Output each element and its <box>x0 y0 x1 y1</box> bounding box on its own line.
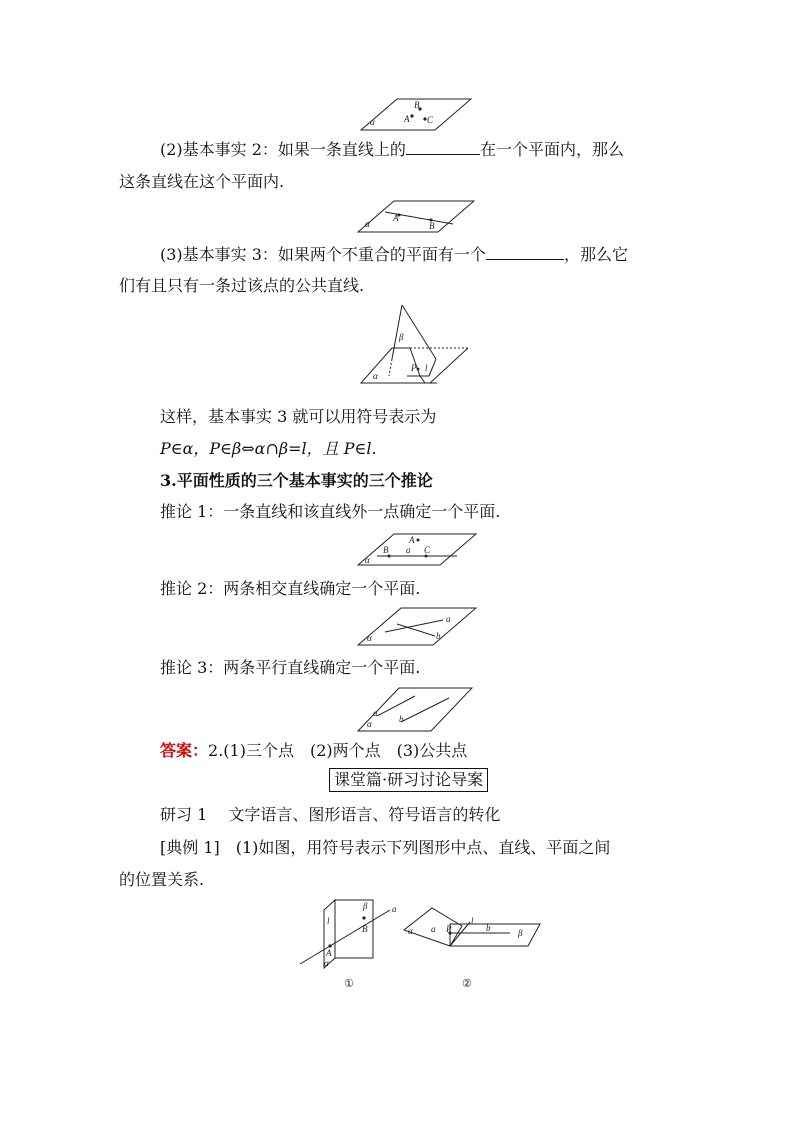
answer-label: 答案： <box>160 741 209 760</box>
fig2-label-alpha: α <box>408 926 413 936</box>
fig2-label-b: b <box>486 923 491 933</box>
fact3-text-before: (3)基本事实 3：如果两个不重合的平面有一个 <box>160 245 486 264</box>
fig2-label-beta: β <box>518 928 523 938</box>
example1-line1: [典例 1] (1)如图，用符号表示下列图形中点、直线、平面之间 <box>160 838 611 857</box>
example1-line2: 的位置关系. <box>119 870 205 889</box>
figure-plane-three-points <box>360 97 472 131</box>
plane-label-alpha: α <box>370 117 375 127</box>
fig1-label-l: l <box>327 916 330 926</box>
fig1-label-alpha: α <box>324 958 329 968</box>
corollary3-text: 推论 3：两条平行直线确定一个平面. <box>160 658 421 677</box>
plane-label-alpha: α <box>373 371 378 381</box>
fact2-line2: 这条直线在这个平面内. <box>119 172 285 191</box>
answer-line <box>160 740 467 762</box>
symbol-line2: P∈α，P∈β⇔α∩β=l，且 P∈l. <box>160 439 377 458</box>
line-label-b: b <box>399 714 404 724</box>
point-label-b: B <box>429 221 435 231</box>
caption-2: ② <box>462 978 472 990</box>
fact2-line1 <box>160 138 624 161</box>
point-label-b: B <box>414 100 420 110</box>
fact3-blank <box>486 243 564 260</box>
study1-heading: 研习 1 文字语言、图形语言、符号语言的转化 <box>160 805 501 824</box>
fig1-label-b: B <box>362 924 368 934</box>
figure-corollary1 <box>357 532 477 566</box>
point-label-c: C <box>424 545 431 555</box>
fact3-line1 <box>160 243 628 266</box>
fact2-text-before: (2)基本事实 2：如果一条直线上的 <box>160 140 406 159</box>
answer-text: 2.(1)三个点 (2)两个点 (3)公共点 <box>208 741 468 760</box>
section-banner: 课堂篇·研习讨论导案 <box>329 768 488 792</box>
point-label-a: A <box>409 535 415 545</box>
point-label-p: P <box>411 363 417 373</box>
symbol-line1: 这样，基本事实 3 就可以用符号表示为 <box>160 407 437 426</box>
plane-label-alpha: α <box>367 633 372 643</box>
line-label-b: b <box>436 631 441 641</box>
caption-1: ① <box>344 978 354 990</box>
plane-label-alpha: α <box>365 555 370 565</box>
figure-corollary3 <box>357 686 473 732</box>
plane-label-alpha: α <box>367 719 372 729</box>
figure-example <box>290 896 542 996</box>
fig2-label-l: l <box>471 916 474 926</box>
figure-two-planes-intersect <box>360 303 470 385</box>
line-label-a: a <box>373 708 378 718</box>
line-label-a: a <box>446 614 451 624</box>
point-label-a: A <box>404 114 410 124</box>
fig1-label-a-point: A <box>326 948 332 958</box>
point-label-a: A <box>393 213 399 223</box>
plane-label-alpha: α <box>365 219 370 229</box>
fig2-label-a: a <box>431 924 436 934</box>
corollary2-text: 推论 2：两条相交直线确定一个平面. <box>160 579 421 598</box>
point-label-c: C <box>427 115 434 125</box>
figure-corollary2 <box>357 606 477 646</box>
line-label-a: a <box>406 545 411 555</box>
point-label-b: B <box>383 545 389 555</box>
figure-line-in-plane <box>357 199 475 233</box>
line-label-l: l <box>425 363 428 373</box>
plane-label-beta: β <box>399 332 404 342</box>
corollary1-text: 推论 1：一条直线和该直线外一点确定一个平面. <box>160 502 501 521</box>
fact2-text-after: 在一个平面内，那么 <box>479 140 624 159</box>
fig1-label-a: a <box>392 904 397 914</box>
fact2-blank <box>406 138 480 155</box>
fact3-text-after: ，那么它 <box>563 245 628 264</box>
fig2-label-p: P <box>446 924 452 934</box>
fig1-label-beta: β <box>363 901 368 911</box>
fact3-line2: 们有且只有一条过该点的公共直线. <box>119 276 365 295</box>
section-heading-corollaries: 3.平面性质的三个基本事实的三个推论 <box>160 471 433 490</box>
